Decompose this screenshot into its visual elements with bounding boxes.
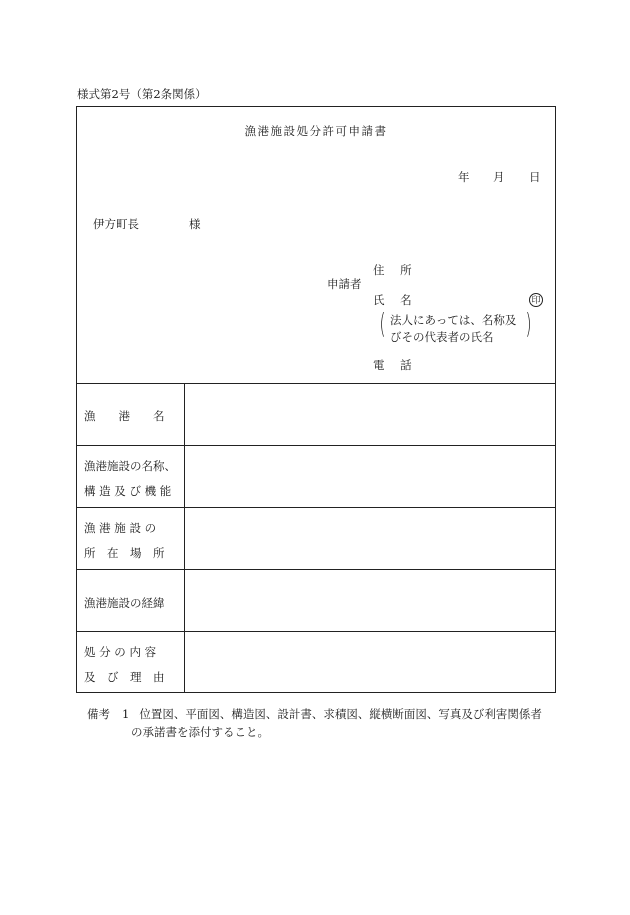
row-label-facility-name-line2: 構 造 及 び 機 能: [84, 484, 172, 498]
applicant-label: 申請者: [327, 277, 362, 291]
notes-label: 備考: [87, 707, 110, 721]
row-label-history: 漁港施設の経緯: [84, 596, 165, 610]
notes-line1: 位置図、平面図、構造図、設計書、求積図、縦横断面図、写真及び利害関係者: [139, 707, 542, 721]
row-label-location-line1: 漁 港 施 設 の: [84, 521, 157, 535]
row-label-facility-name-line1: 漁港施設の名称、: [84, 459, 176, 473]
phone-label: 電 話: [373, 358, 418, 372]
left-parenthesis: (: [379, 307, 386, 340]
row-label-fishing-port-name: [84, 408, 178, 424]
name-label: 氏 名: [373, 293, 418, 307]
address-label: 住 所: [373, 263, 418, 277]
disposal-content-reason-field[interactable]: [185, 632, 555, 693]
form-title: 漁港施設処分許可申請書: [244, 124, 388, 138]
right-parenthesis: ): [525, 307, 532, 340]
date-day-label: 日: [529, 170, 541, 184]
notes: [87, 706, 542, 722]
seal-mark-icon: 印: [529, 293, 543, 307]
notes-number: 1: [122, 707, 130, 721]
corporate-note-line1: 法人にあっては、名称及: [390, 313, 517, 327]
facility-name-structure-field[interactable]: [185, 446, 555, 507]
application-form: [76, 106, 556, 693]
row-label-location-line2: 所 在 場 所: [84, 546, 165, 560]
row-label-disposal-line1: 処 分 の 内 容: [84, 645, 157, 659]
notes-line2: の承諾書を添付すること。: [131, 725, 269, 739]
date-year-label: 年: [458, 170, 470, 184]
row-label-text: 漁 港 名: [84, 409, 165, 423]
form-number: 様式第2号（第2条関係）: [77, 87, 207, 101]
facility-location-field[interactable]: [185, 508, 555, 569]
addressee-honorific: 様: [189, 217, 201, 231]
date-month-label: 月: [493, 170, 505, 184]
row-label-disposal-line2: 及 び 理 由: [84, 670, 165, 684]
addressee-name: 伊方町長: [93, 217, 139, 231]
corporate-note-line2: びその代表者の氏名: [390, 330, 494, 344]
facility-history-field[interactable]: [185, 570, 555, 631]
fishing-port-name-field[interactable]: [185, 384, 555, 445]
